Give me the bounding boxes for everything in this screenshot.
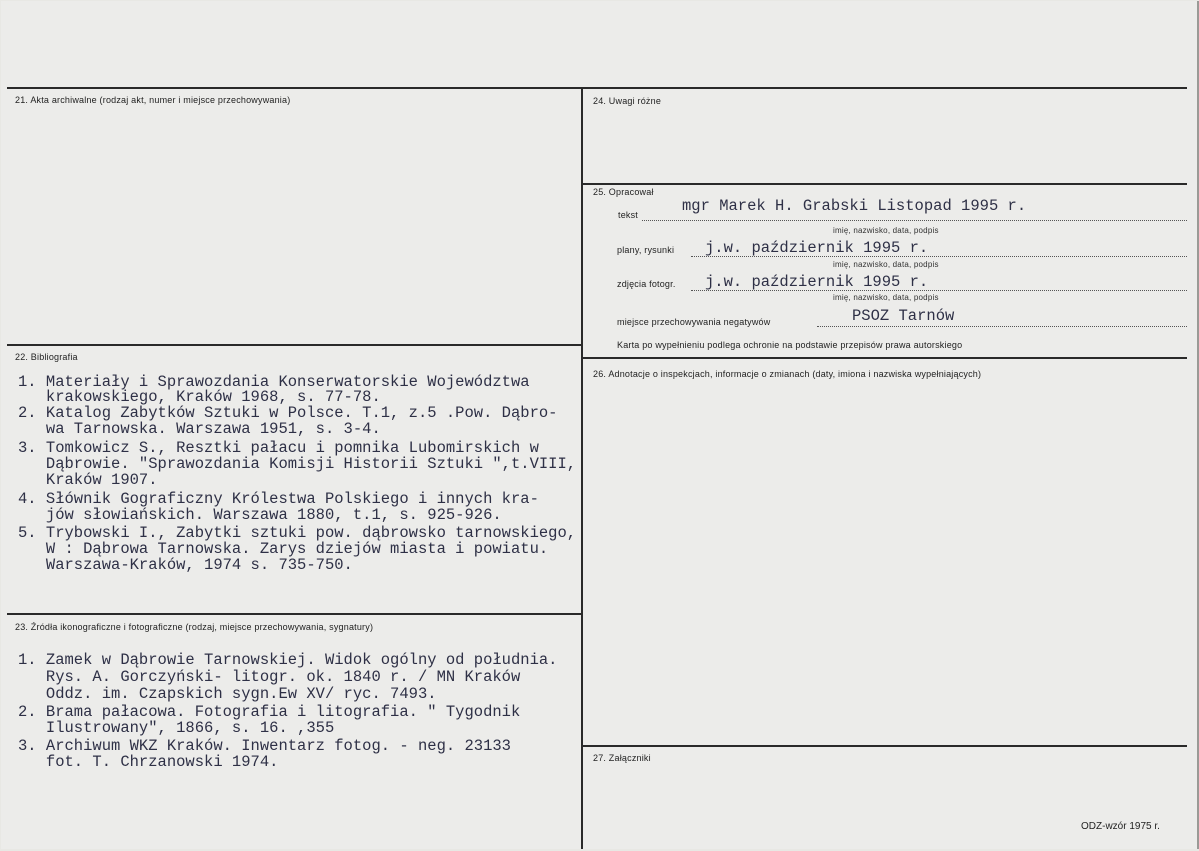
section-22-heading: 22. Bibliografia [15, 352, 78, 362]
plany-value: j.w. październik 1995 r. [705, 239, 929, 257]
top-rule [7, 87, 1187, 89]
zdjecia-label: zdjęcia fotogr. [617, 279, 676, 289]
form-footer: ODZ-wzór 1975 r. [1081, 821, 1160, 832]
source-line: 1. Zamek w Dąbrowie Tarnowskiej. Widok ogólny od południa. [18, 651, 558, 669]
tekst-line [642, 220, 1187, 221]
bibliography-line: 4. Słównik Gograficzny Królestwa Polskiego i innych kra- [18, 490, 539, 508]
bibliography-line: W : Dąbrowa Tarnowska. Zarys dziejów miasta i powiatu. [18, 540, 549, 558]
section-25-heading: 25. Opracował [593, 187, 654, 197]
source-line: Oddz. im. Czapskich sygn.Ew XV/ ryc. 7493. [18, 685, 437, 703]
section-23-heading: 23. Źródła ikonograficzne i fotograficzne (rodzaj, miejsce przechowywania, sygnatury) [15, 622, 374, 632]
zdjecia-value: j.w. październik 1995 r. [705, 273, 929, 291]
section-24-heading: 24. Uwagi różne [593, 96, 662, 106]
bibliography-line: Warszawa-Kraków, 1974 s. 735-750. [18, 556, 353, 574]
tekst-value: mgr Marek H. Grabski Listopad 1995 r. [682, 197, 1027, 215]
section-27-heading: 27. Załączniki [593, 753, 651, 763]
record-card [1, 1, 1199, 849]
source-line: Rys. A. Gorczyński- litogr. ok. 1840 r. / MN Kraków [18, 668, 521, 686]
bibliography-line: 1. Materiały i Sprawozdania Konserwatorskie Województwa [18, 373, 530, 391]
section-26-heading: 26. Adnotacje o inspekcjach, informacje o zmianach (daty, imiona i nazwiska wypełniających) [593, 369, 982, 379]
plany-label: plany, rysunki [617, 245, 675, 255]
rule-26 [583, 357, 1187, 359]
bibliography-line: jów słowiańskich. Warszawa 1880, t.1, s. 925-926. [18, 506, 502, 524]
zdjecia-hint: imię, nazwisko, data, podpis [833, 293, 939, 302]
tekst-label: tekst [618, 210, 639, 220]
rule-25 [583, 183, 1187, 185]
bibliography-line: Dąbrowie. "Sprawozdania Komisji Historii Sztuki ",t.VIII, [18, 455, 577, 473]
negatywy-value: PSOZ Tarnów [852, 307, 955, 325]
section-21-heading: 21. Akta archiwalne (rodzaj akt, numer i miejsce przechowywania) [15, 95, 291, 105]
bibliography-line: krakowskiego, Kraków 1968, s. 77-78. [18, 388, 381, 406]
copyright-note: Karta po wypełnieniu podlega ochronie na podstawie przepisów prawa autorskiego [617, 340, 963, 350]
source-line: 2. Brama pałacowa. Fotografia i litografia. " Tygodnik [18, 703, 521, 721]
bibliography-line: 2. Katalog Zabytków Sztuki w Polsce. T.1, z.5 .Pow. Dąbro- [18, 404, 558, 422]
plany-hint: imię, nazwisko, data, podpis [833, 260, 939, 269]
rule-27 [583, 745, 1187, 747]
source-line: 3. Archiwum WKZ Kraków. Inwentarz fotog. - neg. 23133 [18, 737, 511, 755]
rule-23 [7, 613, 581, 615]
center-divider [581, 87, 583, 849]
bibliography-line: 3. Tomkowicz S., Resztki pałacu i pomnika Lubomirskich w [18, 439, 539, 457]
source-line: fot. T. Chrzanowski 1974. [18, 753, 279, 771]
source-line: Ilustrowany", 1866, s. 16. ,355 [18, 719, 335, 737]
negatywy-line [817, 326, 1187, 327]
bibliography-line: wa Tarnowska. Warszawa 1951, s. 3-4. [18, 420, 381, 438]
negatywy-label: miejsce przechowywania negatywów [617, 317, 771, 327]
rule-22 [7, 344, 581, 346]
tekst-hint: imię, nazwisko, data, podpis [833, 226, 939, 235]
bibliography-line: 5. Trybowski I., Zabytki sztuki pow. dąbrowsko tarnowskiego, [18, 524, 577, 542]
bibliography-line: Kraków 1907. [18, 471, 158, 489]
